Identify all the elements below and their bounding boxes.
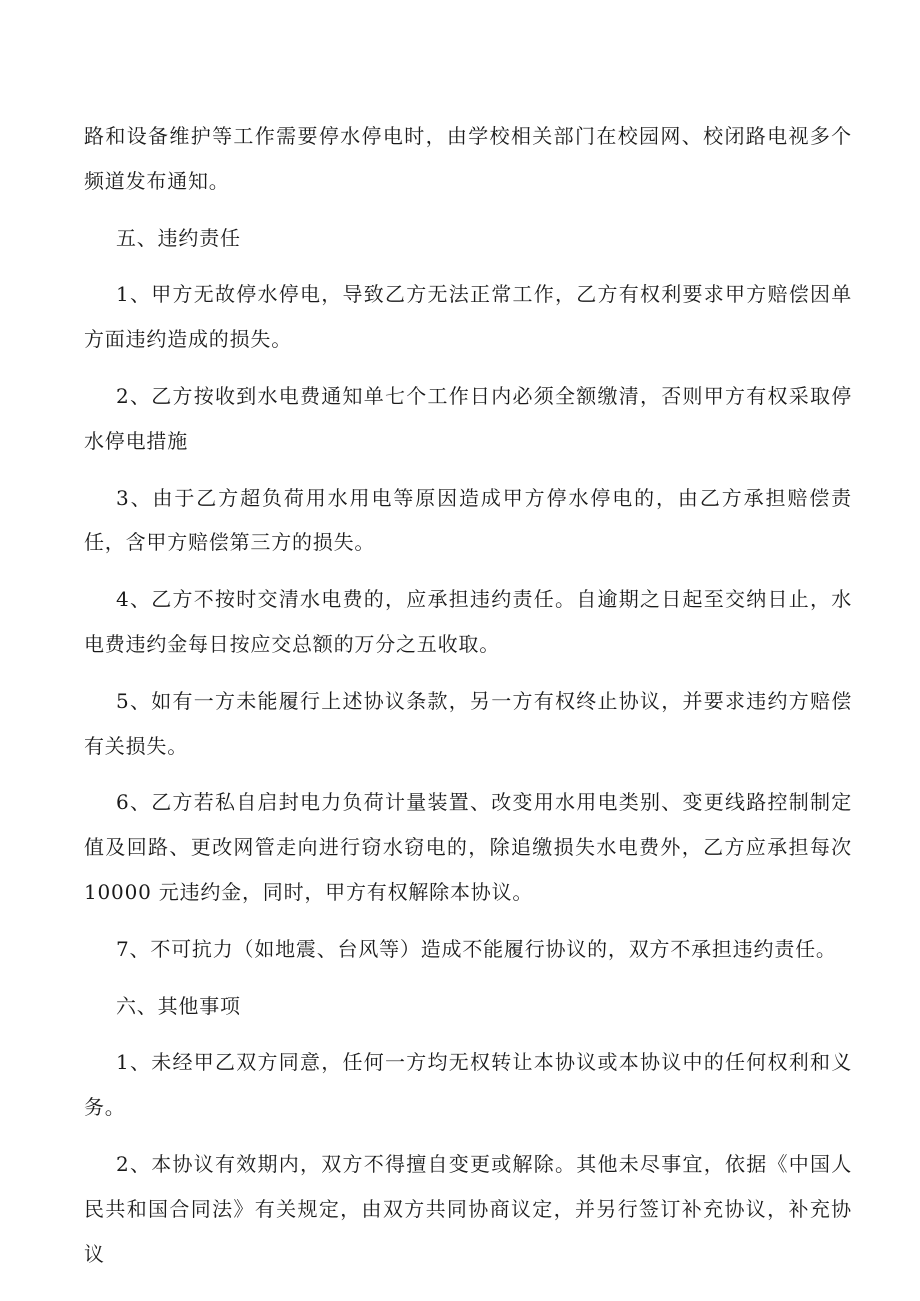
spacer bbox=[84, 915, 852, 927]
spacer bbox=[84, 204, 852, 216]
spacer bbox=[84, 260, 852, 272]
section-heading-breach-liability: 五、违约责任 bbox=[116, 225, 241, 250]
clause-5-3: 3、由于乙方超负荷用水用电等原因造成甲方停水停电的，由乙方承担赔偿责任，含甲方赔偿第三方的损失。 bbox=[84, 485, 852, 555]
clause-5-4: 4、乙方不按时交清水电费的，应承担违约责任。自逾期之日起至交纳日止，水电费违约金每日按应交总额的万分之五收取。 bbox=[84, 587, 852, 656]
spacer bbox=[84, 464, 852, 476]
spacer bbox=[84, 1028, 852, 1040]
spacer bbox=[84, 362, 852, 374]
clause-6-1: 1、未经甲乙双方同意，任何一方均无权转让本协议或本协议中的任何权利和义务。 bbox=[84, 1050, 852, 1120]
clause-5-5: 5、如有一方未能履行上述协议条款，另一方有权终止协议，并要求违约方赔偿有关损失。 bbox=[84, 688, 852, 758]
clause-6-2: 2、本协议有效期内，双方不得擅自变更或解除。其他未尽事宜，依据《中国人民共和国合同法》有关规定，由双方共同协商议定，并另行签订补充协议，补充协议 bbox=[84, 1151, 852, 1266]
spacer bbox=[84, 1130, 852, 1142]
clause-5-7: 7、不可抗力（如地震、台风等）造成不能履行协议的，双方不承担违约责任。 bbox=[116, 936, 837, 961]
spacer bbox=[84, 667, 852, 679]
section-heading-other-matters: 六、其他事项 bbox=[116, 993, 241, 1018]
intro-continuation: 路和设备维护等工作需要停水停电时，由学校相关部门在校园网、校闭路电视多个频道发布通知。 bbox=[84, 124, 852, 193]
spacer bbox=[84, 972, 852, 984]
clause-5-1: 1、甲方无故停水停电，导致乙方无法正常工作，乙方有权利要求甲方赔偿因单方面违约造成的损失。 bbox=[84, 282, 852, 352]
clause-5-6: 6、乙方若私自启封电力负荷计量装置、改变用水用电类别、变更线路控制制定值及回路、更改网管走向进行窃水窃电的，除追缴损失水电费外，乙方应承担每次10000 元违约金，同时，甲方有权解除本协议。 bbox=[84, 790, 852, 904]
spacer bbox=[84, 565, 852, 577]
clause-5-2: 2、乙方按收到水电费通知单七个工作日内必须全额缴清，否则甲方有权采取停水停电措施 bbox=[84, 383, 852, 453]
document-page bbox=[84, 114, 852, 1276]
spacer bbox=[84, 768, 852, 780]
